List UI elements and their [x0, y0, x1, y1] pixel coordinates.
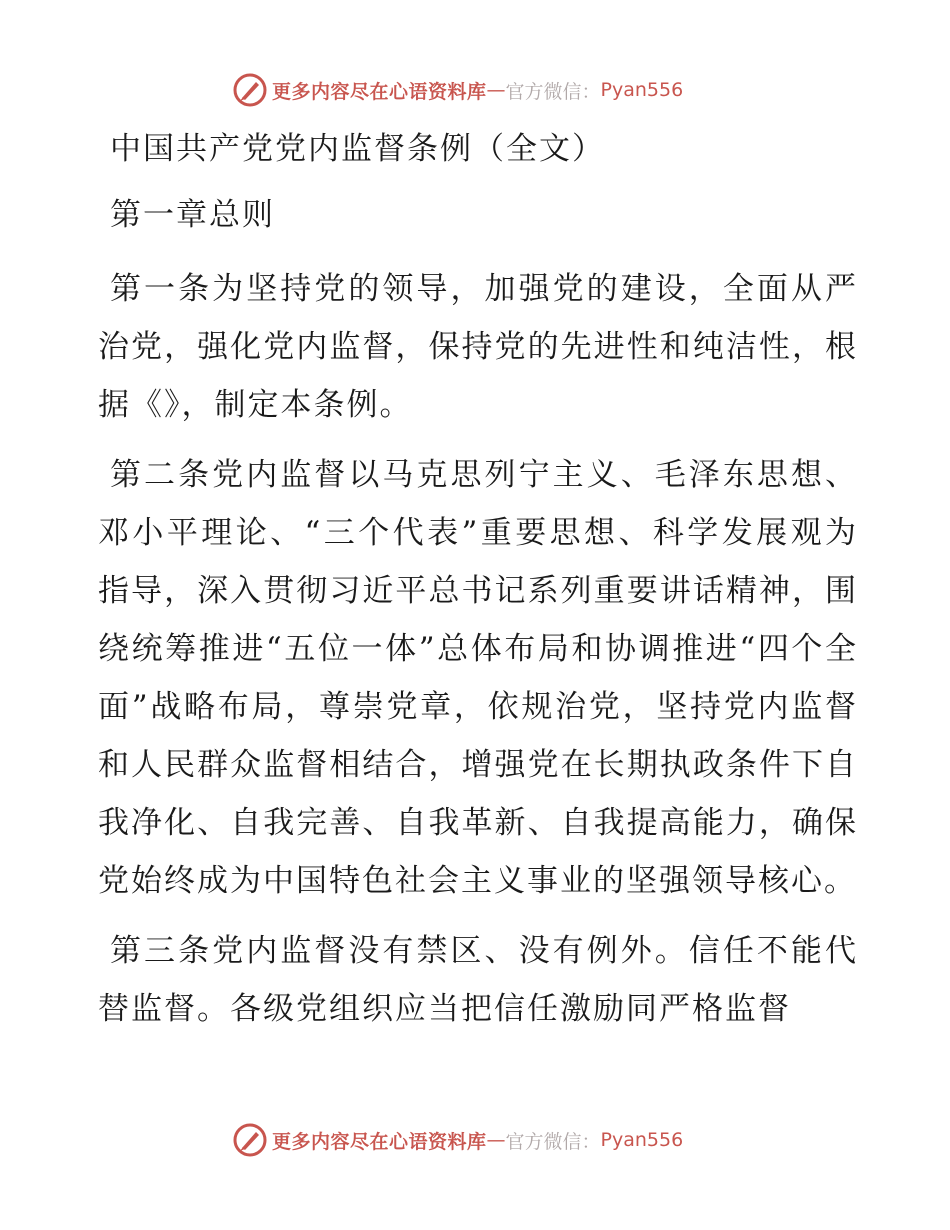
feather-pen-logo-icon — [232, 72, 268, 108]
watermark-header — [232, 70, 683, 110]
feather-pen-logo-icon — [232, 1122, 268, 1158]
watermark-main-text: 更多内容尽在心语资料库 — [272, 1130, 487, 1153]
article-paragraph: 第三条党内监督没有禁区、没有例外。信任不能代替监督。各级党组织应当把信任激励同严格监督 — [98, 933, 858, 1027]
watermark-wechat-id: Pyan556 — [600, 1129, 684, 1151]
watermark-wechat-id: Pyan556 — [600, 79, 684, 101]
watermark-dash: — — [486, 1129, 506, 1151]
watermark-footer — [232, 1120, 683, 1160]
watermark-wechat-label: 官方微信： — [505, 80, 601, 103]
document-title: 中国共产党党内监督条例（全文） — [110, 131, 605, 167]
document-body — [98, 120, 858, 1050]
watermark-main-text: 更多内容尽在心语资料库 — [272, 80, 487, 103]
watermark-dash: — — [486, 79, 506, 101]
article-paragraph: 第二条党内监督以马克思列宁主义、毛泽东思想、邓小平理论、“三个代表”重要思想、科学发展观为指导，深入贯彻习近平总书记系列重要讲话精神，围绕统筹推进“五位一体”总体布局和协调推进“四个全面”战略布局，尊崇党章，依规治党，坚持党内监督和人民群众监督相结合，增强党在长期执政条件下自我净化、自我完善、自我革新、自我提高能力，确保党始终成为中国特色社会主义事业的坚强领导核心。 — [98, 457, 858, 899]
watermark-wechat-label: 官方微信： — [505, 1130, 601, 1153]
article-paragraph: 第一条为坚持党的领导，加强党的建设，全面从严治党，强化党内监督，保持党的先进性和纯洁性，根据《》，制定本条例。 — [98, 271, 858, 423]
chapter-heading: 第一章总则 — [110, 197, 275, 233]
